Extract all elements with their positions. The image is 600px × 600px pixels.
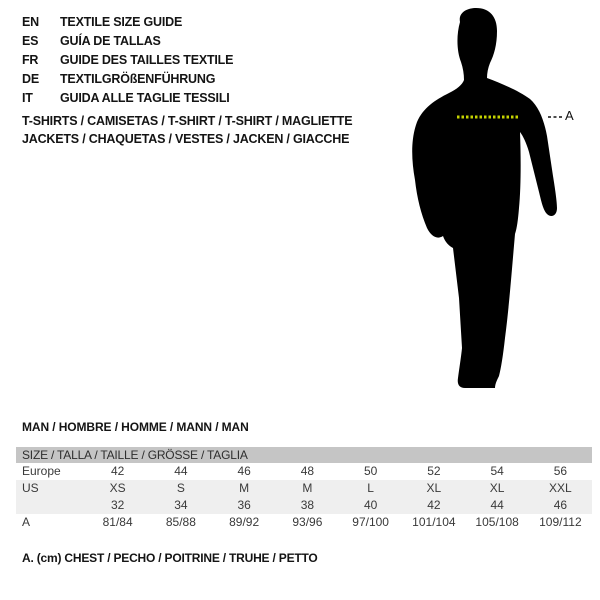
language-code: FR — [22, 53, 39, 67]
size-table — [16, 447, 592, 531]
table-row-europe — [16, 463, 592, 480]
section-title-man: MAN / HOMBRE / HOMME / MANN / MAN — [22, 420, 249, 434]
table-cell: 105/108 — [475, 515, 519, 529]
language-code: ES — [22, 34, 39, 48]
table-cell: 36 — [237, 498, 251, 512]
language-row — [22, 32, 233, 51]
table-row-numeric — [16, 497, 592, 514]
table-cell: 32 — [110, 498, 125, 512]
man-body-shape — [412, 8, 557, 388]
table-cell: 42 — [110, 464, 125, 478]
table-cell: L — [367, 481, 374, 495]
table-cell: 56 — [553, 464, 568, 478]
category-line-tshirts: T-SHIRTS / CAMISETAS / T-SHIRT / T-SHIRT / MAGLIETTE — [22, 114, 353, 128]
table-cell: 50 — [363, 464, 378, 478]
table-cell: XL — [489, 481, 505, 495]
table-cell: 97/100 — [352, 515, 389, 529]
table-cell: 54 — [490, 464, 504, 478]
table-row-chest — [16, 514, 592, 531]
table-cell: 42 — [427, 498, 441, 512]
table-cell: 44 — [174, 464, 188, 478]
table-cell: 48 — [300, 464, 315, 478]
language-row — [22, 51, 233, 70]
table-cell: XS — [109, 481, 126, 495]
table-cell: 101/104 — [412, 515, 456, 529]
language-row — [22, 89, 233, 108]
row-label: A — [22, 515, 31, 529]
table-cell: 85/88 — [165, 515, 196, 529]
language-label: GUÍA DE TALLAS — [60, 34, 161, 48]
table-cell: 81/84 — [102, 515, 133, 529]
language-label: GUIDA ALLE TAGLIE TESSILI — [60, 91, 230, 105]
language-row — [22, 70, 233, 89]
language-row — [22, 13, 233, 32]
measure-label-a: A — [565, 108, 574, 123]
table-cell: 89/92 — [229, 515, 260, 529]
man-silhouette-svg — [408, 8, 568, 400]
category-block — [22, 112, 352, 148]
table-cell: M — [239, 481, 250, 495]
language-label: GUIDE DES TAILLES TEXTILE — [60, 53, 234, 67]
table-cell: 38 — [300, 498, 315, 512]
table-cell: M — [302, 481, 313, 495]
size-table-header: SIZE / TALLA / TAILLE / GRÖSSE / TAGLIA — [16, 447, 592, 463]
table-cell: XXL — [549, 481, 572, 495]
table-cell: XL — [426, 481, 442, 495]
table-cell: 52 — [427, 464, 441, 478]
footnote-chest: A. (cm) CHEST / PECHO / POITRINE / TRUHE / PETTO — [22, 551, 318, 565]
table-cell: 46 — [237, 464, 251, 478]
table-cell: S — [176, 481, 185, 495]
category-line-jackets: JACKETS / CHAQUETAS / VESTES / JACKEN / GIACCHE — [22, 132, 350, 146]
language-code: EN — [22, 15, 39, 29]
table-cell: 40 — [363, 498, 378, 512]
language-label: TEXTILE SIZE GUIDE — [60, 15, 183, 29]
language-label: TEXTILGRÖßENFÜHRUNG — [60, 72, 216, 86]
language-list — [22, 13, 233, 108]
man-silhouette — [408, 8, 568, 400]
table-cell: 44 — [490, 498, 504, 512]
row-label: US — [22, 481, 39, 495]
table-row-us — [16, 480, 592, 497]
row-label: Europe — [22, 464, 61, 478]
row-label — [16, 497, 86, 514]
table-cell: 109/112 — [539, 515, 582, 529]
language-code: DE — [22, 72, 39, 86]
table-cell: 93/96 — [292, 515, 323, 529]
table-cell: 46 — [553, 498, 568, 512]
language-code: IT — [22, 91, 33, 105]
table-cell: 34 — [174, 498, 188, 512]
